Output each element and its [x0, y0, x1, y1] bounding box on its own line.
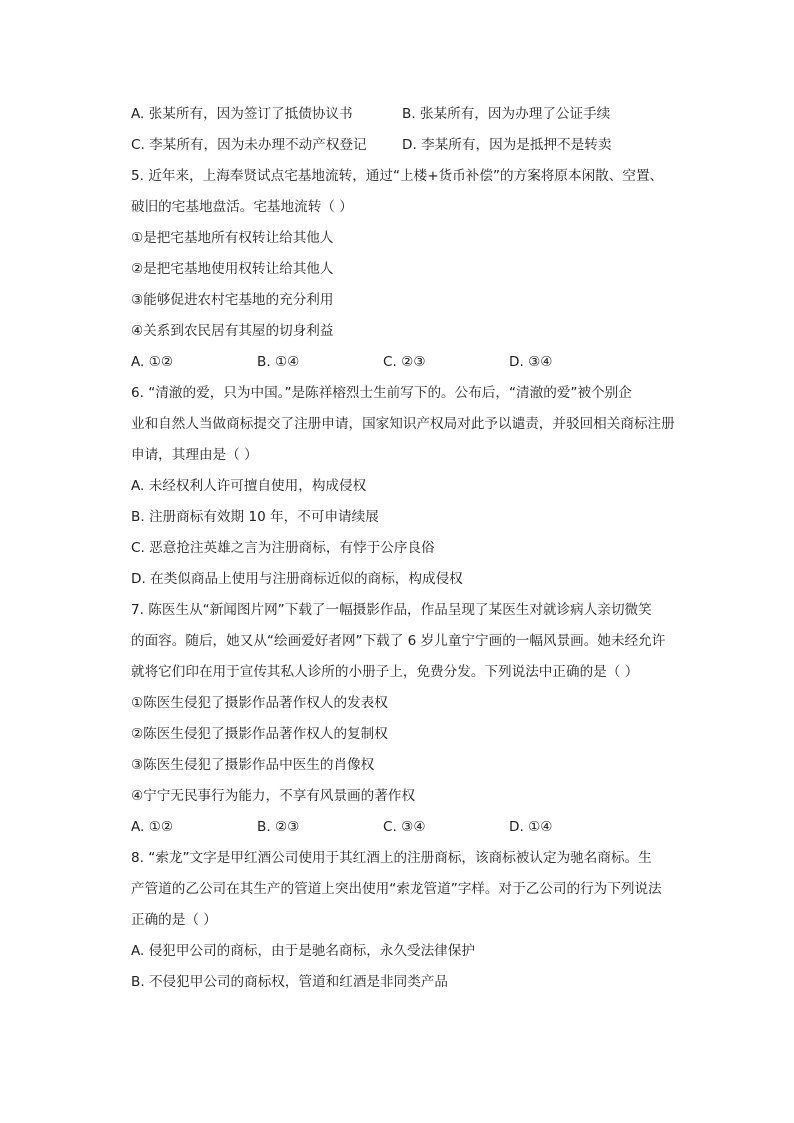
q7-statement-2: ②陈医生侵犯了摄影作品著作权人的复制权	[131, 726, 388, 742]
q4-option-c: C. 李某所有，因为未办理不动产权登记	[131, 137, 367, 153]
q6-option-a: A. 未经权利人许可擅自使用，构成侵权	[131, 478, 367, 494]
q6-option-d: D. 在类似商品上使用与注册商标近似的商标，构成侵权	[131, 571, 463, 587]
q8-stem-line-1: 8. “索龙”文字是甲红酒公司使用于其红酒上的注册商标，该商标被认定为驰名商标。生	[131, 850, 652, 866]
q5-statement-2: ②是把宅基地使用权转让给其他人	[131, 261, 334, 277]
q7-stem-line-3: 就将它们印在用于宣传其私人诊所的小册子上，免费分发。下列说法中正确的是（ ）	[131, 664, 639, 680]
q6-stem-line-3: 申请，其理由是（ ）	[131, 447, 258, 463]
q7-statement-3: ③陈医生侵犯了摄影作品中医生的肖像权	[131, 757, 375, 773]
q7-option-a: A. ①②	[131, 819, 174, 835]
q5-statement-3: ③能够促进农村宅基地的充分利用	[131, 292, 334, 308]
q8-stem-line-3: 正确的是（ ）	[131, 912, 217, 928]
q7-stem-line-2: 的面容。随后，她又从“绘画爱好者网”下载了 6 岁儿童宁宁画的一幅风景画。她未经允许	[131, 633, 666, 649]
q7-statement-1: ①陈医生侵犯了摄影作品著作权人的发表权	[131, 695, 388, 711]
q7-option-b: B. ②③	[257, 819, 300, 835]
q7-option-d: D. ①④	[509, 819, 553, 835]
q5-options-row	[131, 349, 711, 380]
q6-option-c: C. 恶意抢注英雄之言为注册商标，有悖于公序良俗	[131, 540, 435, 556]
q8-option-a: A. 侵犯甲公司的商标，由于是驰名商标，永久受法律保护	[131, 943, 475, 959]
q5-stem-line-1: 5. 近年来，上海奉贤试点宅基地流转，通过“上楼+货币补偿”的方案将原本闲散、空置、	[131, 168, 664, 184]
q4-options-row-1	[131, 101, 711, 132]
q5-option-d: D. ③④	[509, 354, 553, 370]
q8-option-b: B. 不侵犯甲公司的商标权，管道和红酒是非同类产品	[131, 974, 449, 990]
q6-stem-line-1: 6. “清澈的爱，只为中国。”是陈祥榕烈士生前写下的。公布后，“清澈的爱”被个别企	[131, 385, 632, 401]
q6-stem-line-2: 业和自然人当做商标提交了注册申请，国家知识产权局对此予以谴责，并驳回相关商标注册	[131, 416, 675, 432]
q7-option-c: C. ③④	[383, 819, 426, 835]
q5-stem-line-2: 破旧的宅基地盘活。宅基地流转（ ）	[131, 199, 353, 215]
q7-options-row	[131, 814, 711, 845]
q4-options-row-2	[131, 132, 711, 163]
exam-content	[131, 101, 711, 1000]
q5-option-b: B. ①④	[257, 354, 300, 370]
q5-statement-4: ④关系到农民居有其屋的切身利益	[131, 323, 334, 339]
q7-stem-line-1: 7. 陈医生从“新闻图片网”下载了一幅摄影作品，作品呈现了某医生对就诊病人亲切微笑	[131, 602, 652, 618]
q7-statement-4: ④宁宁无民事行为能力，不享有风景画的著作权	[131, 788, 416, 804]
q5-option-a: A. ①②	[131, 354, 174, 370]
q6-option-b: B. 注册商标有效期 10 年，不可申请续展	[131, 509, 379, 525]
q5-statement-1: ①是把宅基地所有权转让给其他人	[131, 230, 334, 246]
q4-option-a: A. 张某所有，因为签订了抵债协议书	[131, 106, 353, 122]
q8-stem-line-2: 产管道的乙公司在其生产的管道上突出使用“索龙管道”字样。对于乙公司的行为下列说法	[131, 881, 662, 897]
q5-option-c: C. ②③	[383, 354, 426, 370]
q4-option-b: B. 张某所有，因为办理了公证手续	[402, 106, 611, 122]
q4-option-d: D. 李某所有，因为是抵押不是转卖	[402, 137, 612, 153]
